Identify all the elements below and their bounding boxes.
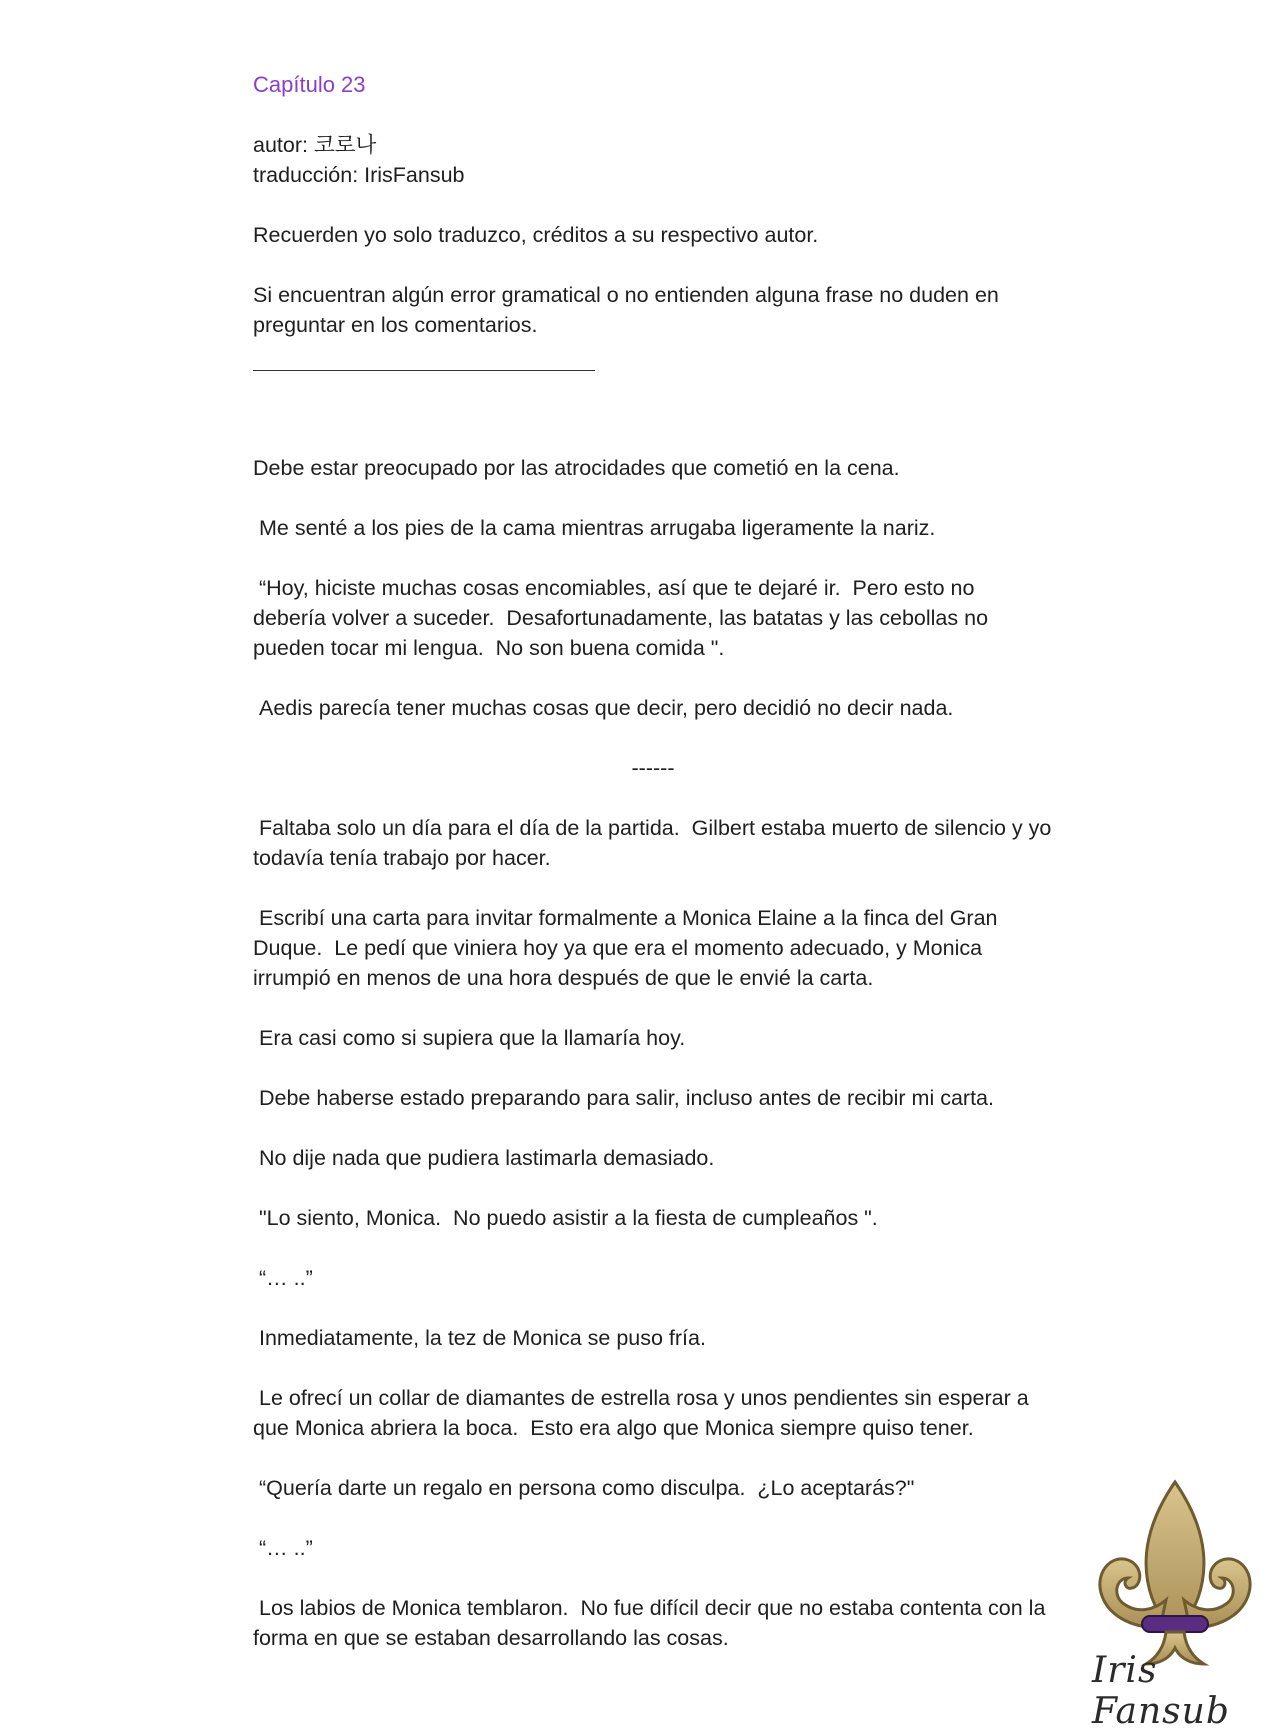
paragraph: Faltaba solo un día para el día de la partida. Gilbert estaba muerto de silencio y yo todavía tenía trabajo por hacer. <box>253 816 1058 870</box>
author-line: autor: 코로나 <box>253 133 377 157</box>
logo-text: Iris Fansub <box>1092 1650 1230 1732</box>
paragraph: “… ..” <box>253 1266 313 1290</box>
chapter-title: Capítulo 23 <box>253 72 366 97</box>
errors-note: Si encuentran algún error gramatical o no entienden alguna frase no duden en preguntar en los comentarios. <box>253 283 1005 337</box>
paragraph: Era casi como si supiera que la llamaría hoy. <box>253 1026 686 1050</box>
paragraph: Debe haberse estado preparando para salir, incluso antes de recibir mi carta. <box>253 1086 994 1110</box>
document-body <box>253 70 1058 1683</box>
paragraph: Le ofrecí un collar de diamantes de estrella rosa y unos pendientes sin esperar a que Monica abriera la boca. Esto era algo que Monica siempre quiso tener. <box>253 1386 1035 1440</box>
paragraph: Inmediatamente, la tez de Monica se puso fría. <box>253 1326 706 1350</box>
scene-separator: ------ <box>631 756 675 780</box>
credits-block <box>253 130 1053 190</box>
paragraph: No dije nada que pudiera lastimarla demasiado. <box>253 1146 715 1170</box>
paragraph: Los labios de Monica temblaron. No fue difícil decir que no estaba contenta con la forma en que se estaban desarrollando las cosas. <box>253 1596 1052 1650</box>
paragraph: “… ..” <box>253 1536 313 1560</box>
translation-line: traducción: IrisFansub <box>253 163 465 187</box>
credits-note: Recuerden yo solo traduzco, créditos a su respectivo autor. <box>253 223 819 247</box>
paragraph: Me senté a los pies de la cama mientras arrugaba ligeramente la nariz. <box>253 516 936 540</box>
paragraph: Debe estar preocupado por las atrocidades que cometió en la cena. <box>253 456 900 480</box>
paragraph: "Lo siento, Monica. No puedo asistir a la fiesta de cumpleaños ". <box>253 1206 878 1230</box>
paragraph: Escribí una carta para invitar formalmente a Monica Elaine a la finca del Gran Duque. Le pedí que viniera hoy ya que era el momento adecuado, y Monica irrumpió en menos de una hora después de que le envié la carta. <box>253 906 1004 990</box>
paragraph: “Hoy, hiciste muchas cosas encomiables, así que te dejaré ir. Pero esto no debería volver a suceder. Desafortunadamente, las batatas y las cebollas no pueden tocar mi lengua. No son buena comida ". <box>253 576 995 660</box>
paragraph: “Quería darte un regalo en persona como disculpa. ¿Lo aceptarás?" <box>253 1476 915 1500</box>
paragraph: Aedis parecía tener muchas cosas que decir, pero decidió no decir nada. <box>253 696 954 720</box>
divider-line <box>253 370 595 371</box>
